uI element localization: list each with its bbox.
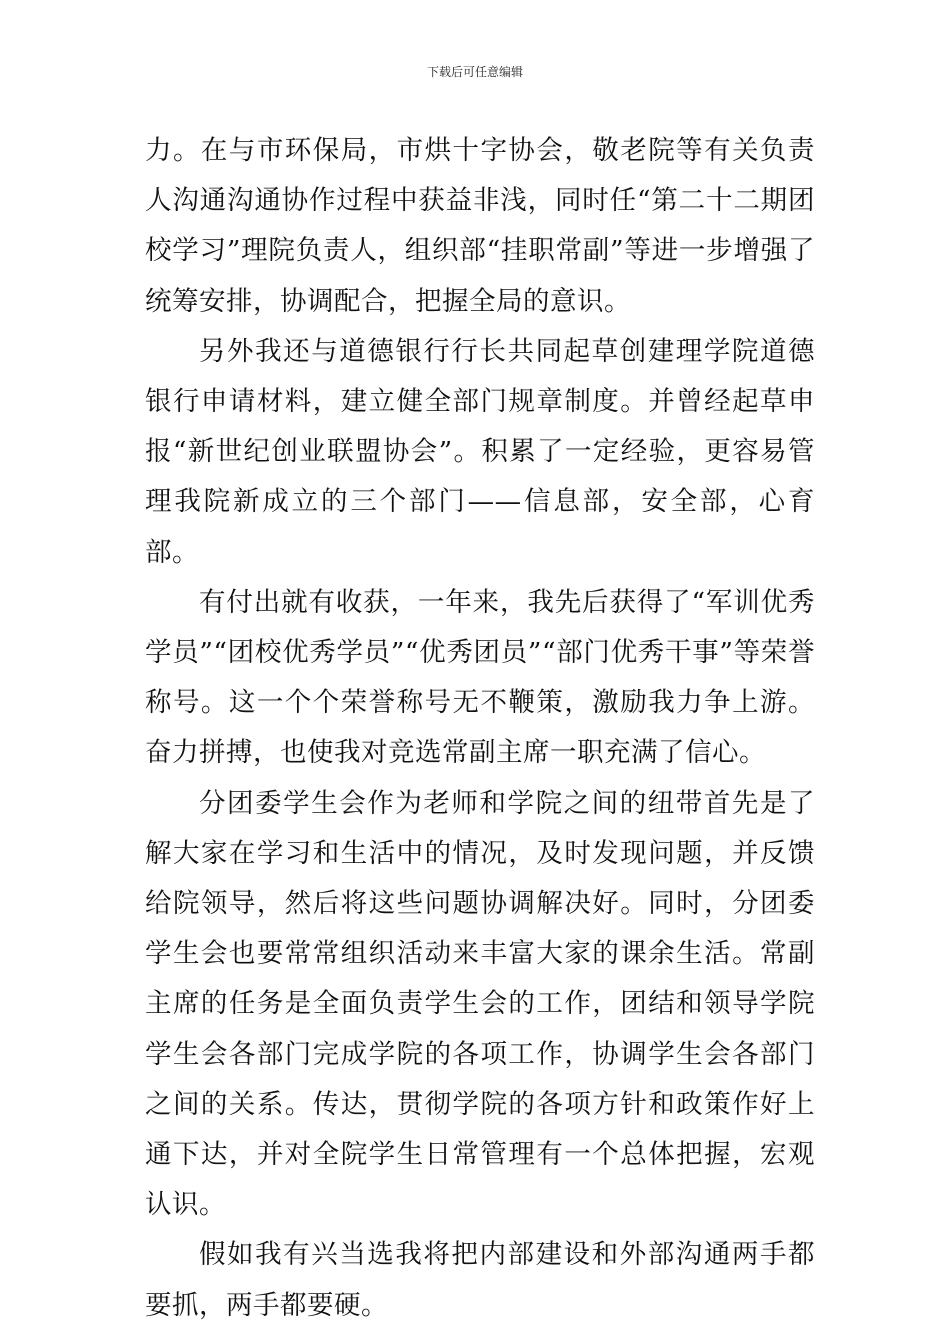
paragraph-election-pledge: 假如我有兴当选我将把内部建设和外部沟通两手都要抓，两手都要硬。 — [145, 1239, 815, 1321]
paragraph-honors: 有付出就有收获，一年来，我先后获得了“军训优秀学员”“团校优秀学员”“优秀团员”“部门优秀干事”等荣誉称号。这一个个荣誉称号无不鞭策，激励我力争上游。奋力拼搏，也使我对竞选常副主席一职充满了信心。 — [145, 586, 815, 769]
paragraph-continuation: 力。在与市环保局，市烘十字协会，敬老院等有关负责人沟通沟通协作过程中获益非浅，同时任“第二十二期团校学习”理院负责人，组织部“挂职常副”等进一步增强了统筹安排，协调配合，把握全局的意识。 — [145, 135, 815, 317]
page-header-note: 下载后可任意编辑 — [426, 65, 523, 79]
paragraph-student-union-role: 分团委学生会作为老师和学院之间的纽带首先是了解大家在学习和生活中的情况，及时发现问题，并反馈给院领导，然后将这些问题协调解决好。同时，分团委学生会也要常常组织活动来丰富大家的课余生活。常副主席的任务是全面负责学生会的工作，团结和领导学院学生会各部门完成学院的各项工作，协调学生会各部门之间的关系。传达，贯彻学院的各项方针和政策作好上通下达，并对全院学生日常管理有一个总体把握，宏观认识。 — [145, 787, 815, 1221]
document-body — [145, 126, 815, 1331]
paragraph-drafting-experience: 另外我还与道德银行行长共同起草创建理学院道德银行申请材料，建立健全部门规章制度。并曾经起草申报“新世纪创业联盟协会”。积累了一定经验，更容易管理我院新成立的三个部门——信息部，安全部，心育部。 — [145, 335, 815, 568]
